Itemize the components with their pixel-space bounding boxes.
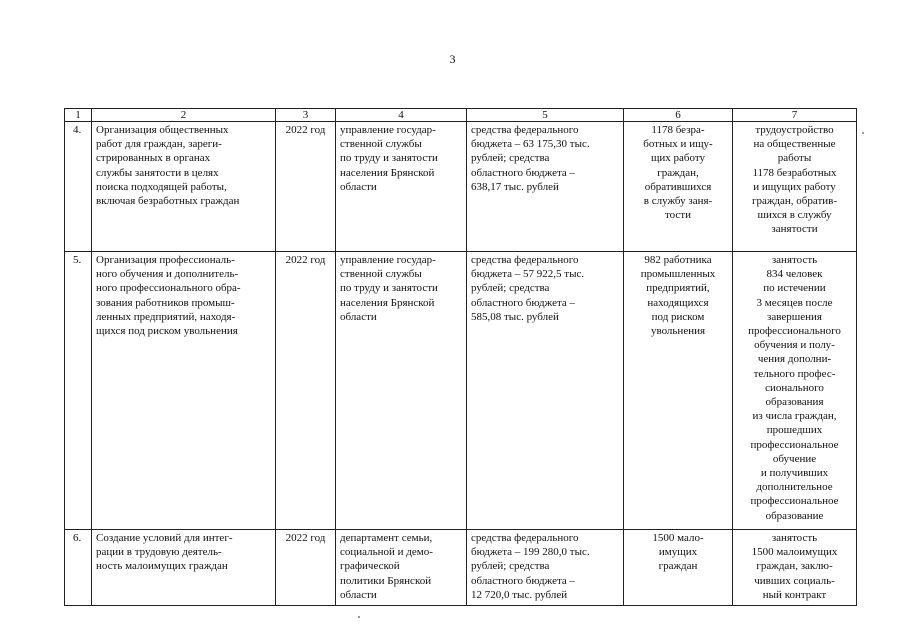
funding-cell: средства федерального бюджета – 57 922,5 тыс. рублей; средства областного бюджета – 585,08 тыс. рублей	[467, 252, 624, 530]
row-number: 5.	[65, 252, 92, 530]
column-number-2: 2	[92, 109, 276, 122]
executor-cell: управление государ- ственной службы по труду и занятости населения Брянской области	[336, 122, 467, 252]
participants-cell: 1500 мало- имущих граждан	[624, 530, 733, 606]
column-number-1: 1	[65, 109, 92, 122]
activity-cell: Создание условий для интег- рации в трудовую деятель- ность малоимущих граждан	[92, 530, 276, 606]
year-cell: 2022 год	[276, 122, 336, 252]
table-row	[65, 252, 857, 530]
year-cell: 2022 год	[276, 252, 336, 530]
participants-cell: 982 работника промышленных предприятий, находящихся под риском увольнения	[624, 252, 733, 530]
executor-cell: управление государ- ственной службы по труду и занятости населения Брянской области	[336, 252, 467, 530]
scan-speck	[358, 616, 360, 618]
result-cell: трудоустройство на общественные работы 1178 безработных и ищущих работу граждан, обратив- шихся в службу занятости	[733, 122, 857, 252]
result-cell: занятость 834 человек по истечении 3 месяцев после завершения профессионального обучения и полу- чения дополни- тельного профес- сионального образования из числа граждан, прошедших профессиональное обучение и получивших дополнительное профессиональное образование	[733, 252, 857, 530]
column-number-5: 5	[467, 109, 624, 122]
column-number-3: 3	[276, 109, 336, 122]
table-row	[65, 530, 857, 606]
table-row	[65, 122, 857, 252]
column-number-7: 7	[733, 109, 857, 122]
page-number: 3	[449, 52, 456, 66]
row-number: 4.	[65, 122, 92, 252]
participants-cell: 1178 безра- ботных и ищу- щих работу граждан, обратившихся в службу заня- тости	[624, 122, 733, 252]
row-number: 6.	[65, 530, 92, 606]
activity-cell: Организация общественных работ для граждан, зареги- стрированных в органах службы занятости в целях поиска подходящей работы, включая безработных граждан	[92, 122, 276, 252]
scan-speck	[862, 132, 864, 134]
table-header-row	[65, 109, 857, 122]
program-table	[64, 108, 857, 606]
column-number-6: 6	[624, 109, 733, 122]
result-cell: занятость 1500 малоимущих граждан, заклю- чивших социаль- ный контракт	[733, 530, 857, 606]
funding-cell: средства федерального бюджета – 199 280,0 тыс. рублей; средства областного бюджета – 12 720,0 тыс. рублей	[467, 530, 624, 606]
executor-cell: департамент семьи, социальной и демо- графической политики Брянской области	[336, 530, 467, 606]
activity-cell: Организация профессиональ- ного обучения и дополнитель- ного профессионального обра- зования работников промыш- ленных предприятий, находя- щихся под риском увольнения	[92, 252, 276, 530]
funding-cell: средства федерального бюджета – 63 175,30 тыс. рублей; средства областного бюджета – 638,17 тыс. рублей	[467, 122, 624, 252]
column-number-4: 4	[336, 109, 467, 122]
year-cell: 2022 год	[276, 530, 336, 606]
